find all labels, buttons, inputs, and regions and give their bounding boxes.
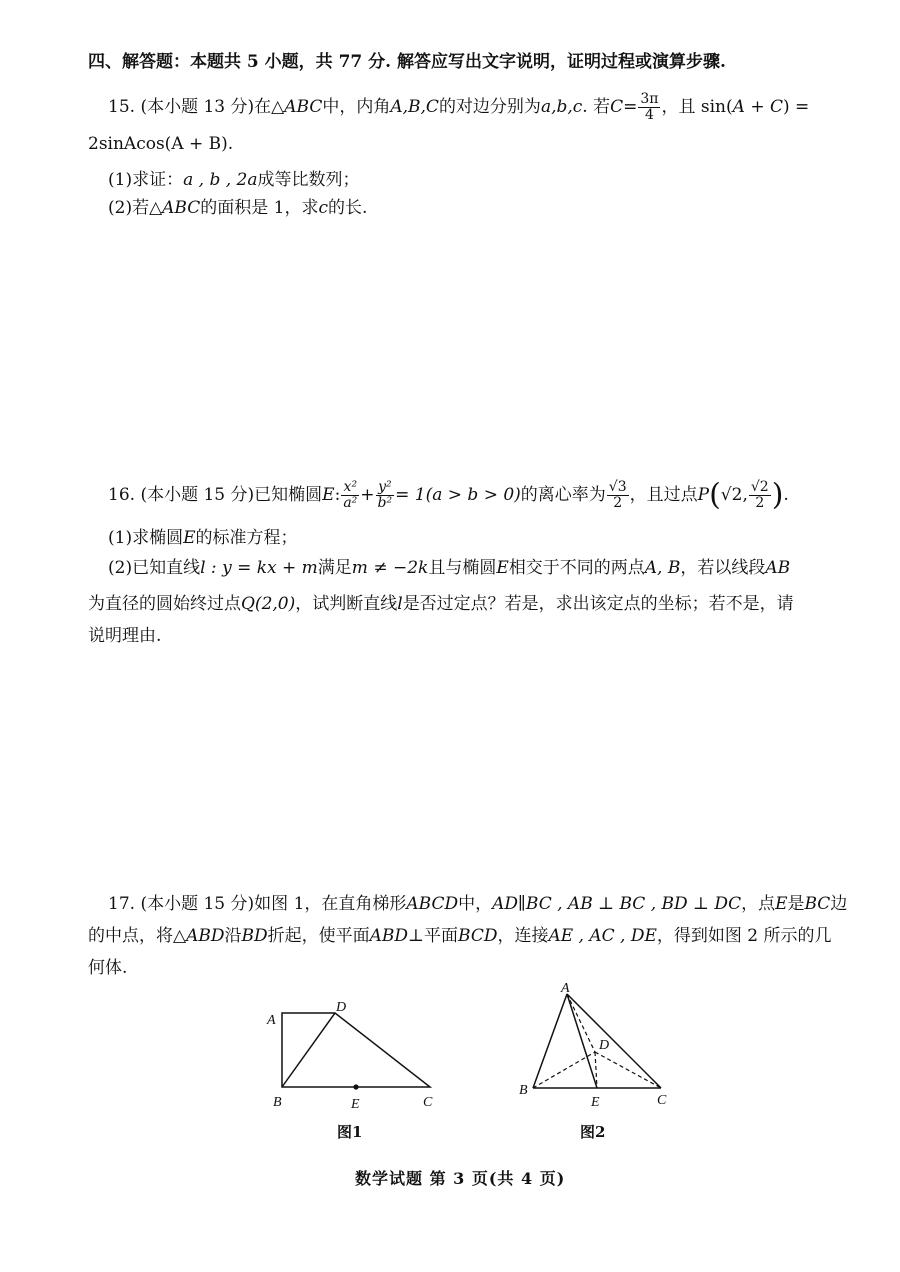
q17-line3: 何体. xyxy=(88,958,128,978)
fig2-label-C: C xyxy=(657,1093,667,1108)
fig2-label-A: A xyxy=(561,981,570,996)
figure-2-solid xyxy=(515,980,685,1115)
fig1-label-A: A xyxy=(267,1013,276,1028)
figure-2-caption: 图2 xyxy=(580,1123,606,1141)
section-header: 四、解答题：本题共 5 小题，共 77 分. 解答应写出文字说明，证明过程或演算步骤. xyxy=(88,52,726,72)
q15-angle-fraction: $\frac{3\pi}{4}$ xyxy=(640,91,659,123)
fig1-label-C: C xyxy=(423,1095,433,1110)
fig1-label-E: E xyxy=(351,1097,360,1112)
q15-line2: 2sinAcos(A + B). xyxy=(88,134,234,154)
q16-part2-line1: (2)已知直线l : y = kx + m满足m ≠ −2k且与椭圆E相交于不同的两点A, B，若以线段AB xyxy=(108,558,791,578)
fig2-label-D: D xyxy=(599,1038,610,1053)
q17-line1: 17. (本小题 15 分)如图 1，在直角梯形ABCD中，AD∥BC , AB ⊥ BC , BD ⊥ DC，点E是BC边 xyxy=(108,894,848,914)
q15-part2: (2)若△ABC的面积是 1，求c的长. xyxy=(108,198,368,218)
q15-part1: (1)求证：a , b , 2a成等比数列； xyxy=(108,170,360,190)
page-footer: 数学试题 第 3 页(共 4 页) xyxy=(355,1169,566,1188)
fig2-label-E: E xyxy=(591,1095,600,1110)
fig2-label-B: B xyxy=(519,1083,528,1098)
fig1-label-D: D xyxy=(336,1000,347,1015)
fig1-label-B: B xyxy=(273,1095,282,1110)
q16-part2-line3: 说明理由. xyxy=(88,626,162,646)
q16-line1: 16. (本小题 15 分)已知椭圆E: $\frac{\text{x²}}{\text{a²}}$ + $\frac{\text{y²}}{\text{b²}}$ = 1(a > b > 0)的离心率为 $\frac{√3}{2}$ ，且过点P(√2, $\frac{√2}{2}$ ). xyxy=(108,477,789,513)
q16-part1: (1)求椭圆E的标准方程； xyxy=(108,528,298,548)
figure-1-caption: 图1 xyxy=(337,1123,363,1141)
q17-line2: 的中点，将△ABD沿BD折起，使平面ABD⊥平面BCD，连接AE , AC , DE，得到如图 2 所示的几 xyxy=(88,926,832,946)
q16-part2-line2: 为直径的圆始终过点Q(2,0)，试判断直线l是否过定点？若是，求出该定点的坐标；若不是，请 xyxy=(88,594,794,614)
q16-eccentricity-fraction: $\frac{√3}{2}$ xyxy=(608,479,627,511)
q15-line1: 15. (本小题 13 分)在△ABC中，内角A,B,C的对边分别为a,b,c. 若C= $\frac{3\pi}{4}$ ，且 sin(A + C) = xyxy=(108,91,810,123)
figure-1-trapezoid xyxy=(255,995,455,1115)
